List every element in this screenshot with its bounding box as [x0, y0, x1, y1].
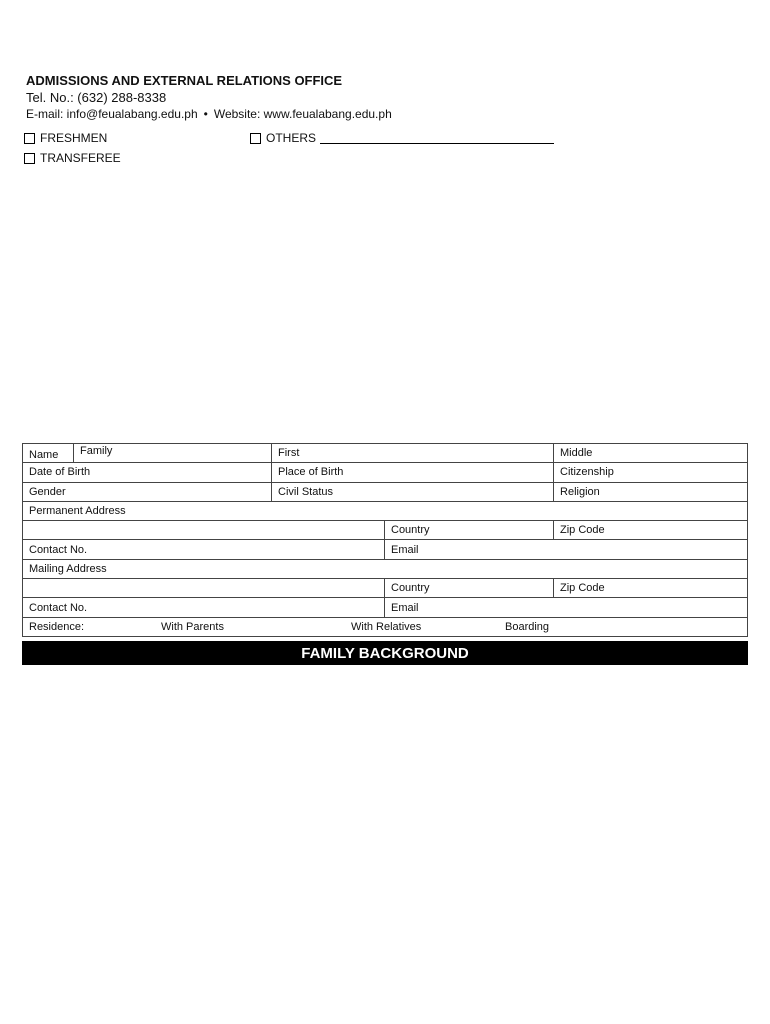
residence-option-with-parents[interactable] [157, 621, 347, 633]
religion-label: Religion [560, 485, 600, 498]
mailing-address-label: Mailing Address [29, 562, 107, 575]
others-option[interactable] [250, 131, 554, 145]
permanent-contact-field[interactable] [23, 540, 385, 559]
mailing-address-row [23, 559, 748, 578]
mailing-country-field[interactable] [385, 579, 554, 598]
permanent-email-label: Email [391, 543, 419, 556]
middle-name-field[interactable] [554, 444, 748, 463]
others-checkbox[interactable] [250, 133, 261, 144]
permanent-contact-row [23, 540, 748, 559]
civil-status-field[interactable] [272, 482, 554, 501]
permanent-country-row [23, 521, 748, 540]
freshmen-checkbox[interactable] [24, 133, 35, 144]
mailing-zip-field[interactable] [554, 579, 748, 598]
date-of-birth-label: Date of Birth [29, 466, 91, 479]
mailing-email-label: Email [391, 601, 419, 614]
mailing-country-row [23, 579, 748, 598]
citizenship-label: Citizenship [560, 466, 614, 479]
with-relatives-label: With Relatives [351, 620, 422, 633]
religion-field[interactable] [554, 482, 748, 501]
transferee-label: TRANSFEREE [40, 151, 121, 165]
mailing-country-label: Country [391, 582, 430, 595]
family-background-banner: FAMILY BACKGROUND [22, 641, 748, 665]
name-row [23, 444, 748, 463]
contact-line [26, 106, 392, 122]
permanent-zip-label: Zip Code [560, 524, 605, 537]
place-of-birth-label: Place of Birth [278, 466, 344, 479]
civil-status-label: Civil Status [278, 485, 334, 498]
permanent-country-field[interactable] [385, 521, 554, 540]
freshmen-option[interactable] [24, 131, 107, 145]
residence-field [23, 617, 748, 636]
office-header [26, 72, 392, 122]
freshmen-label: FRESHMEN [40, 131, 108, 145]
permanent-zip-field[interactable] [554, 521, 748, 540]
others-label: OTHERS [266, 131, 317, 145]
bullet-separator: • [203, 107, 208, 121]
office-title: ADMISSIONS AND EXTERNAL RELATIONS OFFICE [26, 73, 343, 88]
gender-row [23, 482, 748, 501]
date-of-birth-field[interactable] [23, 463, 272, 482]
first-name-field[interactable] [272, 444, 554, 463]
website-address: Website: www.feualabang.edu.ph [213, 107, 392, 121]
permanent-address-row [23, 501, 748, 520]
email-address: E-mail: info@feualabang.edu.ph [26, 107, 198, 121]
citizenship-field[interactable] [554, 463, 748, 482]
permanent-country-label: Country [391, 524, 430, 537]
permanent-email-field[interactable] [385, 540, 748, 559]
permanent-address-field[interactable] [23, 501, 748, 520]
transferee-option[interactable] [24, 151, 121, 165]
gender-label: Gender [29, 485, 66, 498]
name-label: Name [23, 444, 74, 462]
middle-label: Middle [560, 447, 593, 460]
residence-row [23, 617, 748, 636]
gender-field[interactable] [23, 482, 272, 501]
with-parents-label: With Parents [161, 620, 224, 633]
telephone-number: Tel. No.: (632) 288-8338 [26, 90, 167, 105]
first-label: First [278, 447, 300, 460]
place-of-birth-field[interactable] [272, 463, 554, 482]
mailing-address-field[interactable] [23, 559, 748, 578]
mailing-contact-field[interactable] [23, 598, 385, 617]
family-label: Family [80, 445, 113, 457]
birth-row [23, 463, 748, 482]
mailing-zip-label: Zip Code [560, 582, 605, 595]
residence-option-with-relatives[interactable] [347, 621, 501, 633]
transferee-checkbox[interactable] [24, 153, 35, 164]
residence-label: Residence: [29, 620, 85, 633]
mailing-contact-row [23, 598, 748, 617]
mailing-contact-label: Contact No. [29, 601, 88, 614]
permanent-address-line2[interactable] [23, 521, 385, 540]
permanent-contact-label: Contact No. [29, 543, 88, 556]
boarding-label: Boarding [505, 620, 550, 633]
mailing-email-field[interactable] [385, 598, 748, 617]
personal-info-form [22, 443, 748, 637]
others-specify-line[interactable] [320, 132, 554, 144]
mailing-address-line2[interactable] [23, 579, 385, 598]
residence-option-boarding[interactable] [501, 621, 549, 633]
family-name-field[interactable] [23, 444, 272, 463]
permanent-address-label: Permanent Address [29, 505, 126, 518]
